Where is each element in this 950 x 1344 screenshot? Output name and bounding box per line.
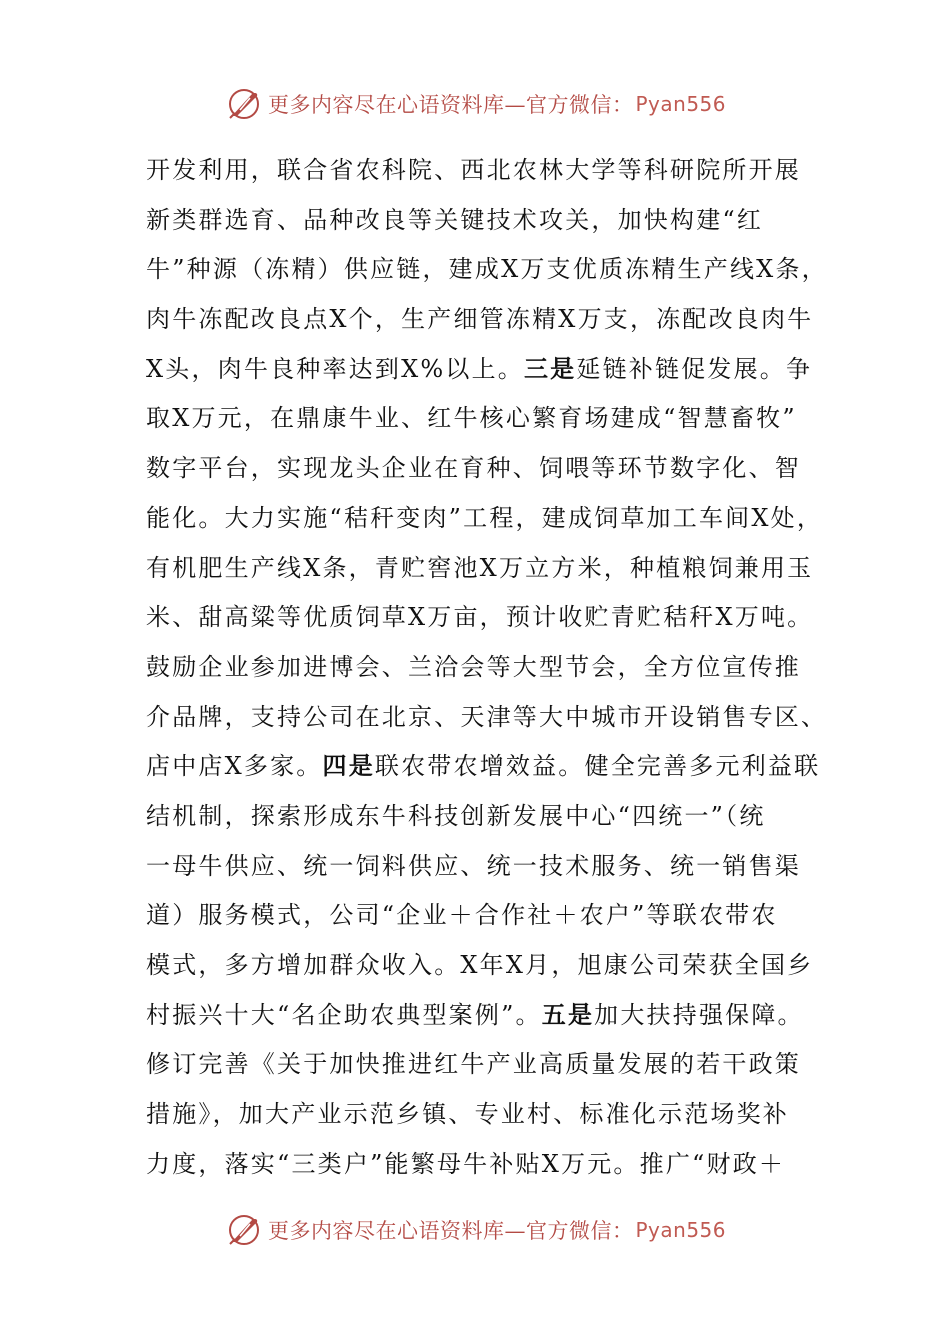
text-line (146, 1040, 826, 1090)
text-run: 道）服务模式，公司“企业＋合作社＋农户”等联农带农 (146, 901, 778, 930)
body-text (146, 146, 826, 1189)
text-line (146, 146, 826, 196)
watermark-text: 更多内容尽在心语资料库—官方微信： (268, 1219, 634, 1243)
text-run: 结机制，探索形成东牛科技创新发展中心“四统一”（统 (146, 801, 766, 830)
text-line (146, 345, 826, 395)
text-line (146, 394, 826, 444)
bold-run: 四是 (322, 752, 375, 781)
text-run: 加大扶持强保障。 (594, 1000, 804, 1029)
text-run: X头，肉牛良种率达到X%以上。 (146, 354, 524, 383)
text-run: 肉牛冻配改良点X个，生产细管冻精X万支，冻配改良肉牛 (146, 305, 814, 334)
text-line (146, 742, 826, 792)
header-watermark (226, 84, 726, 124)
bold-run: 五是 (541, 1000, 595, 1029)
text-run: 新类群选育、品种改良等关键技术攻关，加快构建“红 (146, 205, 764, 234)
text-line (146, 593, 826, 643)
text-run: 取X万元，在鼎康牛业、红牛核心繁育场建成“智慧畜牧” (146, 404, 797, 433)
text-run: 模式，多方增加群众收入。X年X月，旭康公司荣获全国乡 (146, 951, 814, 979)
quill-logo-icon (226, 86, 262, 122)
text-line (146, 1140, 826, 1190)
text-run: 措施》，加大产业示范乡镇、专业村、标准化示范场奖补 (146, 1100, 789, 1129)
text-run: 介品牌，支持公司在北京、天津等大中城市开设销售专区、 (146, 702, 828, 731)
text-run: 鼓励企业参加进博会、兰洽会等大型节会，全方位宣传推 (146, 652, 801, 681)
text-run: 数字平台，实现龙头企业在育种、饲喂等环节数字化、智 (146, 454, 801, 483)
text-run: 米、甜高粱等优质饲草X万亩，预计收贮青贮秸秆X万吨。 (146, 603, 814, 632)
text-run: 能化。大力实施“秸秆变肉”工程，建成饲草加工车间X处， (146, 503, 824, 532)
text-line (146, 444, 826, 494)
text-run: 力度，落实“三类户”能繁母牛补贴X万元。推广“财政＋ (146, 1149, 786, 1178)
watermark-wechat-id: Pyan556 (635, 1218, 727, 1242)
text-line (146, 941, 826, 991)
watermark-text: 更多内容尽在心语资料库—官方微信： (268, 93, 634, 117)
text-run: 延链补链促发展。争 (576, 354, 813, 383)
text-run: 有机肥生产线X条，青贮窖池X万立方米，种植粮饲兼用玉 (146, 553, 814, 582)
text-line (146, 643, 826, 693)
quill-logo-icon (226, 1212, 262, 1248)
text-run: 村振兴十大“名企助农典型案例”。 (146, 1000, 542, 1029)
text-line (146, 295, 826, 345)
text-line (146, 693, 826, 743)
text-line (146, 991, 826, 1041)
text-line (146, 544, 826, 594)
text-line (146, 792, 826, 842)
text-line (146, 196, 826, 246)
text-run: 店中店X多家。 (146, 752, 323, 781)
text-run: 牛”种源（冻精）供应链，建成X万支优质冻精生产线X条， (146, 255, 828, 284)
text-run: 一母牛供应、统一饲料供应、统一技术服务、统一销售渠 (146, 851, 801, 880)
text-line (146, 842, 826, 892)
text-run: 修订完善《关于加快推进红牛产业高质量发展的若干政策 (146, 1050, 801, 1079)
text-line (146, 245, 826, 295)
watermark-wechat-id: Pyan556 (635, 92, 727, 116)
text-line (146, 891, 826, 941)
text-line (146, 1090, 826, 1140)
text-run: 联农带农增效益。健全完善多元利益联 (374, 752, 821, 781)
footer-watermark (226, 1210, 726, 1250)
text-run: 开发利用，联合省农科院、西北农林大学等科研院所开展 (146, 156, 801, 184)
text-line (146, 494, 826, 544)
bold-run: 三是 (523, 354, 577, 383)
